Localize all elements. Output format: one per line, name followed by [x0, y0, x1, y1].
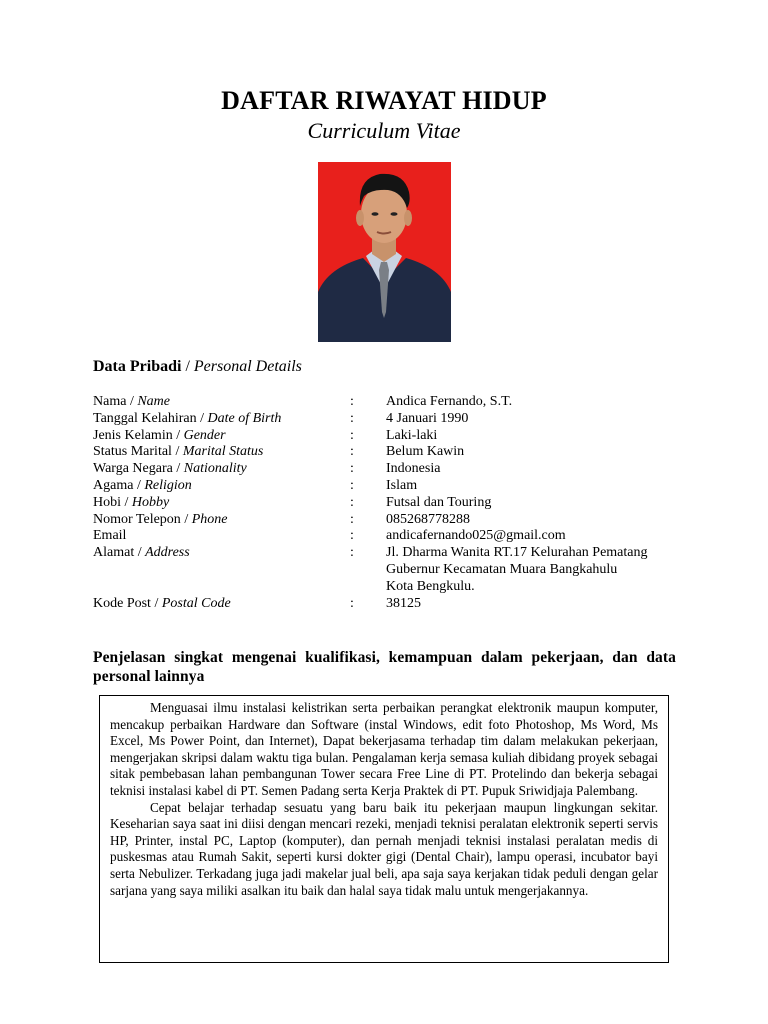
detail-label-english: Address [145, 545, 190, 561]
label-separator: / [196, 410, 208, 426]
colon: : [350, 477, 354, 493]
detail-label-english: Date of Birth [207, 410, 282, 426]
colon: : [350, 461, 354, 477]
detail-label-english: Hobby [131, 494, 170, 510]
label-separator: / [150, 595, 162, 611]
colon: : [350, 427, 354, 443]
label-separator: / [126, 394, 138, 409]
detail-value: andicafernando025@gmail.com [386, 528, 566, 544]
detail-row-gender [93, 428, 693, 445]
label-separator: / [172, 461, 184, 477]
detail-value: 085268778288 [386, 511, 470, 527]
detail-label: Hobi [93, 494, 121, 510]
detail-value: 38125 [386, 595, 421, 611]
section-title-english: Personal Details [193, 358, 302, 375]
detail-label: Nama [93, 394, 127, 409]
detail-row-marital-status [93, 444, 693, 461]
page-subtitle: Curriculum Vitae [307, 118, 461, 143]
detail-label-english: Nationality [183, 461, 247, 477]
qualification-box [99, 695, 669, 963]
detail-label: Kode Post [93, 595, 151, 611]
detail-row-name [93, 394, 693, 411]
address-line-1: Jl. Dharma Wanita RT.17 Kelurahan Pematang [386, 545, 648, 561]
label-separator: / [171, 444, 183, 460]
detail-label-english: Name [137, 394, 170, 409]
colon: : [350, 545, 354, 561]
detail-row-email [93, 528, 693, 545]
detail-label: Status Marital [93, 444, 172, 460]
colon: : [350, 410, 354, 426]
detail-label-english: Postal Code [161, 595, 231, 611]
paragraph: Menguasai ilmu instalasi kelistrikan serta perbaikan perangkat elektronik maupun komputer, mencakup perbaikan Hardware dan Software (instal Windows, edit foto Photoshop, Ms Word, Ms Excel, Ms Power Point, dan Internet), Dapat bekerjasama terhadap tim dalam melakukan pekerjaan, mengerjakan skripsi dalam waktu tiga bulan. Pengalaman kerja semasa kuliah dibidang proyek sebagai sitak pembebasan lahan pembangunan Tower secara Free Line di PT. Protelindo dan bekerja sebagai teknisi instalasi kabel di PT. Semen Padang serta Kerja Praktek di PT. Pupuk Sriwidjaja Palembang. [110, 700, 658, 798]
label-separator: / [121, 494, 132, 510]
detail-label: Agama [93, 477, 134, 493]
detail-value: Indonesia [386, 461, 441, 477]
detail-value: Islam [386, 477, 418, 493]
detail-row-phone [93, 512, 693, 529]
address-line-3: Kota Bengkulu. [386, 578, 475, 594]
label-separator: / [133, 477, 145, 493]
detail-label: Nomor Telepon [93, 511, 181, 527]
colon: : [350, 444, 354, 460]
profile-photo [318, 162, 451, 342]
section-heading-personal-details [93, 358, 302, 376]
detail-value [386, 545, 686, 595]
colon: : [350, 394, 354, 409]
section-separator: / [181, 358, 194, 375]
detail-value: Futsal dan Touring [386, 494, 492, 510]
colon: : [350, 528, 354, 544]
detail-label: Tanggal Kelahiran [93, 410, 197, 426]
detail-label-english: Religion [144, 477, 192, 493]
detail-value: Belum Kawin [386, 444, 465, 460]
detail-value: Laki-laki [386, 427, 438, 443]
colon: : [350, 595, 354, 611]
personal-details-list [93, 394, 693, 612]
detail-row-nationality [93, 461, 693, 478]
paragraph: Cepat belajar terhadap sesuatu yang baru baik itu pekerjaan maupun lingkungan sekitar. Keseharian saya saat ini diisi dengan mencari rezeki, menjadi teknisi peralatan elektronik seperti servis HP, Printer, instal PC, Laptop (komputer), dan pernah menjadi teknisi instalasi peralatan medis di puskesmas atau Rumah Sakit, seperti kursi dokter gigi (Dental Chair), lampu operasi, incubator bayi serta Nebulizer. Terkadang juga jadi makelar jual beli, apa saja saya kerjakan tidak peduli dengan gelar sarjana yang saya miliki asalkan itu baik dan halal saya tidak malu untuk mengerjakannya. [110, 799, 658, 898]
colon: : [350, 511, 354, 527]
detail-label: Warga Negara [93, 461, 173, 477]
section-title: Data Pribadi [93, 358, 182, 375]
label-separator: / [180, 511, 192, 527]
detail-value: Andica Fernando, S.T. [386, 394, 513, 409]
detail-label-english: Marital Status [182, 444, 264, 460]
detail-row-date-of-birth [93, 411, 693, 428]
detail-label: Email [93, 528, 127, 544]
qualification-heading: Penjelasan singkat mengenai kualifikasi, kemampuan dalam pekerjaan, dan data personal lainnya [93, 649, 676, 685]
detail-label-english: Gender [183, 427, 226, 443]
colon: : [350, 494, 354, 510]
detail-row-postal-code [93, 596, 693, 613]
detail-value: 4 Januari 1990 [386, 410, 469, 426]
page-title: DAFTAR RIWAYAT HIDUP [221, 86, 547, 115]
detail-row-hobby [93, 495, 693, 512]
label-separator: / [172, 427, 184, 443]
detail-row-address [93, 545, 693, 595]
label-separator: / [134, 545, 146, 561]
detail-label: Alamat [93, 545, 135, 561]
address-line-2: Gubernur Kecamatan Muara Bangkahulu [386, 561, 618, 577]
detail-row-religion [93, 478, 693, 495]
detail-label-english: Phone [191, 511, 228, 527]
detail-label: Jenis Kelamin [93, 427, 173, 443]
